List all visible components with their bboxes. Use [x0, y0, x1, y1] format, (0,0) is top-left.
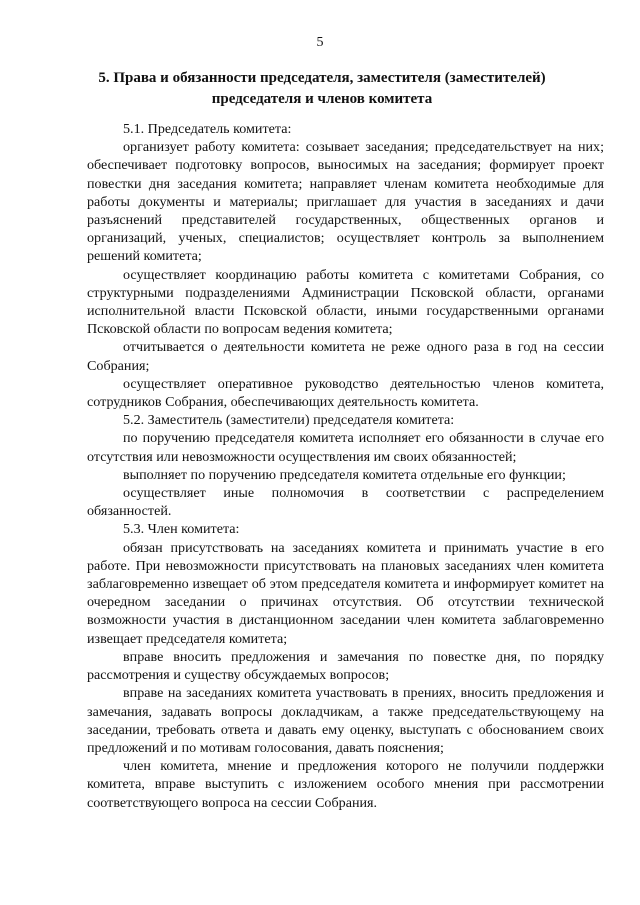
paragraph: вправе на заседаниях комитета участвовать в прениях, вносить предложения и замечания, задавать вопросы докладчикам, а также председательствующему на заседании, требовать ответа и давать ему оценку, выступать с обоснованием своих предложений и по мотивам голосования, давать пояснения;	[87, 685, 604, 756]
paragraph-5-2-title: 5.2. Заместитель (заместители) председателя комитета:	[123, 412, 455, 429]
paragraph-5-1-title: 5.1. Председатель комитета:	[123, 121, 292, 137]
section-heading: 5. Права и обязанности председателя, заместителя (заместителей) председателя и членов комитета	[98, 70, 546, 107]
paragraph: осуществляет оперативное руководство деятельностью членов комитета, сотрудников Собрания, обеспечивающих деятельность комитета.	[87, 375, 604, 411]
paragraph-5-3-title: 5.3. Член комитета:	[123, 521, 240, 538]
paragraph: член комитета, мнение и предложения которого не получили поддержки комитета, вправе выступить с изложением особого мнения при рассмотрении соответствующего вопроса на сессии Собрания.	[87, 758, 604, 811]
paragraph: осуществляет координацию работы комитета с комитетами Собрания, со структурными подразделениями Администрации Псковской области, органами исполнительной власти Псковской области, иными государственными органами Псковской области по вопросам ведения комитета;	[87, 266, 604, 338]
paragraph: организует работу комитета: созывает заседания; председательствует на них; обеспечивает подготовку вопросов, выносимых на заседания; формирует проект повестки дня заседания комитета; направляет членам комитета необходимые для работы документы и материалы; приглашает для участия в заседаниях и дачи разъяснений представителей государственных, общественных органов и организаций, ученых, специалистов; осуществляет контроль за выполнением решений комитета;	[87, 139, 604, 265]
paragraph: вправе вносить предложения и замечания по повестке дня, по порядку рассмотрения и существу обсуждаемых вопросов;	[87, 648, 604, 684]
paragraph: обязан присутствовать на заседаниях комитета и принимать участие в его работе. При невозможности присутствовать на плановых заседаниях член комитета заблаговременно извещает об этом председателя комитета и информирует комитет на очередном заседании о причинах отсутствия. Об отсутствии технической возможности участия в дистанционном заседании член комитета заблаговременно извещает председателя комитета;	[87, 539, 604, 647]
paragraph: отчитывается о деятельности комитета не реже одного раза в год на сессии Собрания;	[87, 339, 604, 374]
paragraph: по поручению председателя комитета исполняет его обязанности в случае его отсутствия или невозможности осуществления им своих обязанностей;	[87, 430, 604, 465]
paragraph: осуществляет иные полномочия в соответствии с распределением обязанностей.	[87, 485, 604, 520]
section-body	[87, 120, 604, 812]
paragraph: выполняет по поручению председателя комитета отдельные его функции;	[123, 466, 566, 483]
page-number: 5	[316, 35, 324, 50]
